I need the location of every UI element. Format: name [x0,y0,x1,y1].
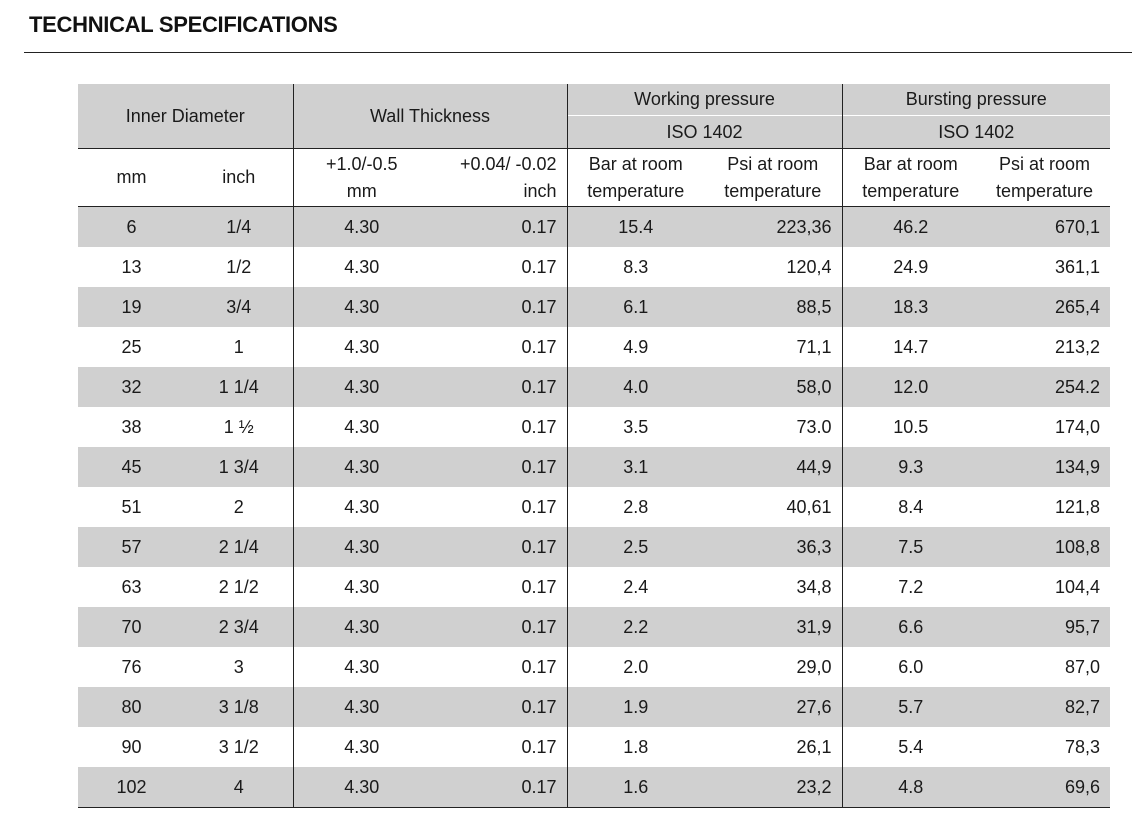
cell-inner-inch: 1 3/4 [185,447,293,487]
cell-working-bar: 1.8 [567,727,704,767]
table-row [78,207,1110,248]
cell-wall-mm: 4.30 [293,287,430,327]
table-row [78,527,1110,567]
subheader-working-psi-line2: temperature [724,180,822,201]
cell-wall-inch: 0.17 [521,656,557,677]
cell-wall-inch: 0.17 [521,416,557,437]
cell-bursting-bar: 12.0 [842,367,979,407]
cell-bursting-bar: 4.8 [842,767,979,808]
subheader-wall-mm-unit: mm [346,180,377,201]
cell-bursting-psi: 254.2 [979,367,1110,407]
subheader-wall-mm-tolerance: +1.0/-0.5 [325,153,398,174]
table-row [78,407,1110,447]
cell-wall-inch: 0.17 [430,287,567,327]
subheader-working-bar-line2: temperature [587,180,685,201]
cell-inner-inch: 1 ½ [223,416,254,437]
cell-working-psi: 23,2 [704,767,842,808]
cell-working-psi: 34,8 [796,576,832,597]
subheader-bursting-psi [979,149,1110,207]
cell-inner-inch: 2 1/4 [185,527,293,567]
header-bursting-pressure: Bursting pressure [842,84,1110,116]
cell-inner-inch: 3 1/2 [218,736,259,757]
cell-bursting-bar: 8.4 [842,487,979,527]
cell-bursting-psi: 104,4 [1055,576,1101,597]
table-row [78,687,1110,727]
cell-working-psi: 223,36 [704,207,842,248]
cell-bursting-bar: 5.4 [842,727,979,767]
cell-bursting-bar: 46.2 [842,207,979,248]
cell-bursting-psi: 213,2 [1055,336,1101,357]
cell-inner-inch: 3 1/8 [185,687,293,727]
cell-inner-inch: 3/4 [185,287,293,327]
header-working-standard: ISO 1402 [567,116,842,149]
cell-inner-inch: 4 [185,767,293,808]
cell-bursting-psi: 670,1 [979,207,1110,248]
subheader-working-bar [567,149,704,207]
subheader-bursting-psi-line2: temperature [996,180,1094,201]
cell-inner-mm: 19 [78,287,185,327]
cell-working-bar: 2.5 [567,527,704,567]
subheader-mm: mm [78,149,185,207]
cell-working-bar: 3.1 [567,447,704,487]
subheader-bursting-bar-line1: Bar at room [863,153,958,174]
cell-working-bar: 3.5 [567,407,704,447]
cell-inner-inch: 1 [233,336,244,357]
cell-working-psi: 71,1 [796,336,832,357]
cell-working-psi: 27,6 [704,687,842,727]
cell-bursting-psi: 361,1 [1055,256,1101,277]
cell-inner-inch: 1/4 [185,207,293,248]
cell-working-bar: 8.3 [567,247,704,287]
table-row [78,367,1110,407]
cell-inner-mm: 70 [78,607,185,647]
cell-wall-mm: 4.30 [293,567,430,607]
spec-table-body [78,207,1110,808]
cell-wall-mm: 4.30 [293,447,430,487]
cell-wall-mm: 4.30 [293,407,430,447]
header-inner-diameter: Inner Diameter [78,84,293,149]
cell-working-psi: 120,4 [786,256,832,277]
table-row [78,487,1110,527]
cell-bursting-bar: 7.2 [842,567,979,607]
cell-wall-mm: 4.30 [293,367,430,407]
subheader-bursting-psi-line1: Psi at room [999,153,1091,174]
cell-working-bar: 2.2 [567,607,704,647]
subheader-wall-inch [430,149,567,207]
table-row [78,327,1110,367]
subheader-bursting-bar-line2: temperature [862,180,960,201]
cell-wall-mm: 4.30 [293,487,430,527]
table-row [78,767,1110,808]
cell-working-bar: 1.6 [567,767,704,808]
cell-wall-mm: 4.30 [293,607,430,647]
subheader-wall-inch-tolerance: +0.04/ -0.02 [459,153,557,174]
cell-bursting-psi: 108,8 [979,527,1110,567]
cell-wall-mm: 4.30 [293,767,430,808]
cell-wall-inch: 0.17 [430,687,567,727]
cell-wall-inch: 0.17 [521,256,557,277]
cell-bursting-bar: 5.7 [842,687,979,727]
subheader-inch: inch [185,149,293,207]
cell-wall-mm: 4.30 [293,247,430,287]
table-row [78,647,1110,687]
cell-wall-mm: 4.30 [293,327,430,367]
title-divider [24,52,1132,53]
cell-working-bar: 15.4 [567,207,704,248]
cell-bursting-bar: 6.6 [842,607,979,647]
cell-wall-inch: 0.17 [521,736,557,757]
cell-wall-mm: 4.30 [293,207,430,248]
cell-working-psi: 26,1 [796,736,832,757]
cell-working-bar: 1.9 [567,687,704,727]
cell-wall-mm: 4.30 [293,527,430,567]
header-bursting-standard: ISO 1402 [842,116,1110,149]
cell-wall-inch: 0.17 [521,576,557,597]
cell-working-psi: 36,3 [704,527,842,567]
cell-bursting-bar: 9.3 [842,447,979,487]
cell-inner-mm: 102 [78,767,185,808]
cell-bursting-psi: 78,3 [1065,736,1101,757]
cell-working-psi: 88,5 [704,287,842,327]
cell-inner-mm: 80 [78,687,185,727]
cell-working-psi: 58,0 [704,367,842,407]
cell-working-psi: 44,9 [704,447,842,487]
cell-inner-inch: 1/2 [226,256,252,277]
cell-inner-mm: 51 [121,496,142,517]
cell-wall-inch: 0.17 [430,527,567,567]
cell-inner-mm: 32 [78,367,185,407]
cell-bursting-bar: 7.5 [842,527,979,567]
cell-bursting-psi: 121,8 [1055,496,1101,517]
cell-wall-inch: 0.17 [430,207,567,248]
cell-inner-mm: 57 [78,527,185,567]
cell-wall-inch: 0.17 [430,447,567,487]
cell-inner-mm: 90 [121,736,142,757]
table-row [78,607,1110,647]
table-row [78,287,1110,327]
cell-wall-mm: 4.30 [293,727,430,767]
cell-inner-mm: 63 [121,576,142,597]
subheader-working-bar-line1: Bar at room [588,153,683,174]
cell-inner-mm: 76 [121,656,142,677]
cell-bursting-bar: 24.9 [842,247,979,287]
cell-inner-inch: 2 1/2 [218,576,259,597]
cell-working-psi: 73.0 [796,416,832,437]
cell-working-psi: 40,61 [786,496,832,517]
cell-bursting-psi: 69,6 [979,767,1110,808]
page-title: TECHNICAL SPECIFICATIONS [29,12,338,37]
cell-inner-inch: 2 3/4 [185,607,293,647]
cell-bursting-bar: 14.7 [842,327,979,367]
cell-wall-inch: 0.17 [521,336,557,357]
cell-working-psi: 31,9 [704,607,842,647]
cell-bursting-bar: 6.0 [842,647,979,687]
cell-inner-inch: 1 1/4 [185,367,293,407]
cell-wall-mm: 4.30 [293,687,430,727]
cell-bursting-bar: 18.3 [842,287,979,327]
cell-inner-mm: 6 [78,207,185,248]
table-row [78,567,1110,607]
subheader-wall-mm [293,149,430,207]
header-working-pressure: Working pressure [567,84,842,116]
cell-bursting-psi: 265,4 [979,287,1110,327]
cell-inner-mm: 45 [78,447,185,487]
cell-inner-inch: 2 [233,496,244,517]
cell-bursting-psi: 87,0 [1065,656,1101,677]
cell-wall-inch: 0.17 [521,496,557,517]
cell-inner-inch: 3 [233,656,244,677]
cell-bursting-psi: 82,7 [979,687,1110,727]
cell-bursting-psi: 134,9 [979,447,1110,487]
cell-inner-mm: 13 [121,256,142,277]
cell-bursting-psi: 95,7 [979,607,1110,647]
cell-working-psi: 29,0 [796,656,832,677]
subheader-bursting-bar [842,149,979,207]
subheader-working-psi-line1: Psi at room [727,153,819,174]
cell-bursting-bar: 10.5 [842,407,979,447]
cell-working-bar: 2.0 [567,647,704,687]
cell-working-bar: 4.9 [567,327,704,367]
table-row [78,727,1110,767]
cell-wall-mm: 4.30 [293,647,430,687]
spec-table [78,84,1110,808]
table-row [78,247,1110,287]
cell-inner-mm: 25 [121,336,142,357]
cell-wall-inch: 0.17 [430,367,567,407]
table-row [78,447,1110,487]
cell-working-bar: 4.0 [567,367,704,407]
cell-working-bar: 6.1 [567,287,704,327]
subheader-wall-inch-unit: inch [523,180,557,201]
cell-bursting-psi: 174,0 [1055,416,1101,437]
cell-inner-mm: 38 [121,416,142,437]
header-wall-thickness: Wall Thickness [293,84,567,149]
cell-working-bar: 2.4 [567,567,704,607]
cell-wall-inch: 0.17 [430,767,567,808]
subheader-working-psi [704,149,842,207]
cell-working-bar: 2.8 [567,487,704,527]
cell-wall-inch: 0.17 [430,607,567,647]
